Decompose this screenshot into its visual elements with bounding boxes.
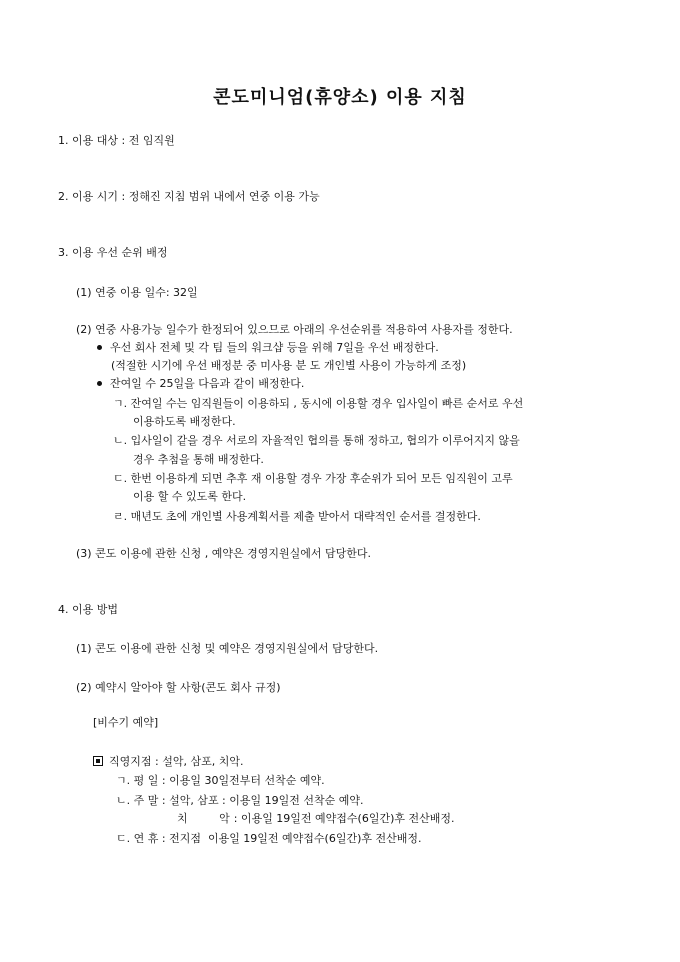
section-4-item-1: (1) 콘도 이용에 관한 신청 및 예약은 경영지원실에서 담당한다. [76, 642, 379, 655]
holiday-rule: ㄷ. 연 휴 : 전지점 이용일 19일전 예약접수(6일간)후 전산배정. [116, 832, 422, 845]
square-bullet-icon [93, 756, 103, 766]
sub-item-na-line-1: ㄴ. 입사일이 같을 경우 서로의 자율적인 협의를 통해 정하고, 협의가 이루어지지 않을 [113, 434, 520, 447]
bullet-item-1-text: 우선 회사 전체 및 각 팀 들의 워크샵 등을 위해 7일을 우선 배정한다. [110, 341, 439, 354]
weekend-chiak-rule [177, 812, 455, 826]
section-2-period: 2. 이용 시기 : 정해진 지침 범위 내에서 연중 이용 가능 [58, 190, 320, 203]
weekend-chiak-label: 치 악 [177, 812, 230, 825]
bullet-item-1 [97, 341, 439, 355]
section-4-item-2: (2) 예약시 알아야 할 사항(콘도 회사 규정) [76, 681, 281, 694]
sub-item-ra: ㄹ. 매년도 초에 개인별 사용계획서를 제출 받아서 대략적인 순서를 결정한다. [113, 510, 481, 523]
section-4-heading: 4. 이용 방법 [58, 603, 118, 616]
direct-branches-text: 직영지점 : 설악, 삼포, 치악. [109, 755, 244, 768]
sub-item-da-line-1: ㄷ. 한번 이용하게 되면 추후 재 이용할 경우 가장 후순위가 되어 모든 임직원이 고루 [113, 472, 513, 485]
section-1-target: 1. 이용 대상 : 전 임직원 [58, 134, 175, 147]
bullet-icon [97, 381, 102, 386]
bullet-item-2 [97, 377, 304, 391]
weekday-rule: ㄱ. 평 일 : 이용일 30일전부터 선착순 예약. [116, 774, 325, 787]
section-3-heading: 3. 이용 우선 순위 배정 [58, 246, 168, 259]
sub-item-ga-line-2: 이용하도록 배정한다. [133, 415, 236, 428]
section-3-item-1: (1) 연중 이용 일수: 32일 [76, 286, 198, 299]
bullet-icon [97, 345, 102, 350]
sub-item-ga-line-1: ㄱ. 잔여일 수는 임직원들이 이용하되 , 동시에 이용할 경우 입사일이 빠른 순서로 우선 [113, 397, 524, 410]
weekend-chiak-text: : 이용일 19일전 예약접수(6일간)후 전산배정. [233, 812, 455, 825]
offseason-label: [비수기 예약] [93, 716, 159, 729]
section-3-item-2: (2) 연중 사용가능 일수가 한정되어 있으므로 아래의 우선순위를 적용하여 사용자를 정한다. [76, 323, 513, 336]
sub-item-da-line-2: 이용 할 수 있도록 한다. [133, 490, 247, 503]
document-title: 콘도미니엄(휴양소) 이용 지침 [213, 87, 467, 108]
direct-branches [93, 755, 243, 769]
section-3-item-3: (3) 콘도 이용에 관한 신청 , 예약은 경영지원실에서 담당한다. [76, 547, 371, 560]
sub-item-na-line-2: 경우 추첨을 통해 배정한다. [133, 453, 264, 466]
bullet-item-2-text: 잔여일 수 25일을 다음과 같이 배정한다. [110, 377, 305, 390]
bullet-item-1-note: (적절한 시기에 우선 배정분 중 미사용 분 도 개인별 사용이 가능하게 조정) [111, 359, 467, 372]
weekend-rule: ㄴ. 주 말 : 설악, 삼포 : 이용일 19일전 선착순 예약. [116, 794, 364, 807]
